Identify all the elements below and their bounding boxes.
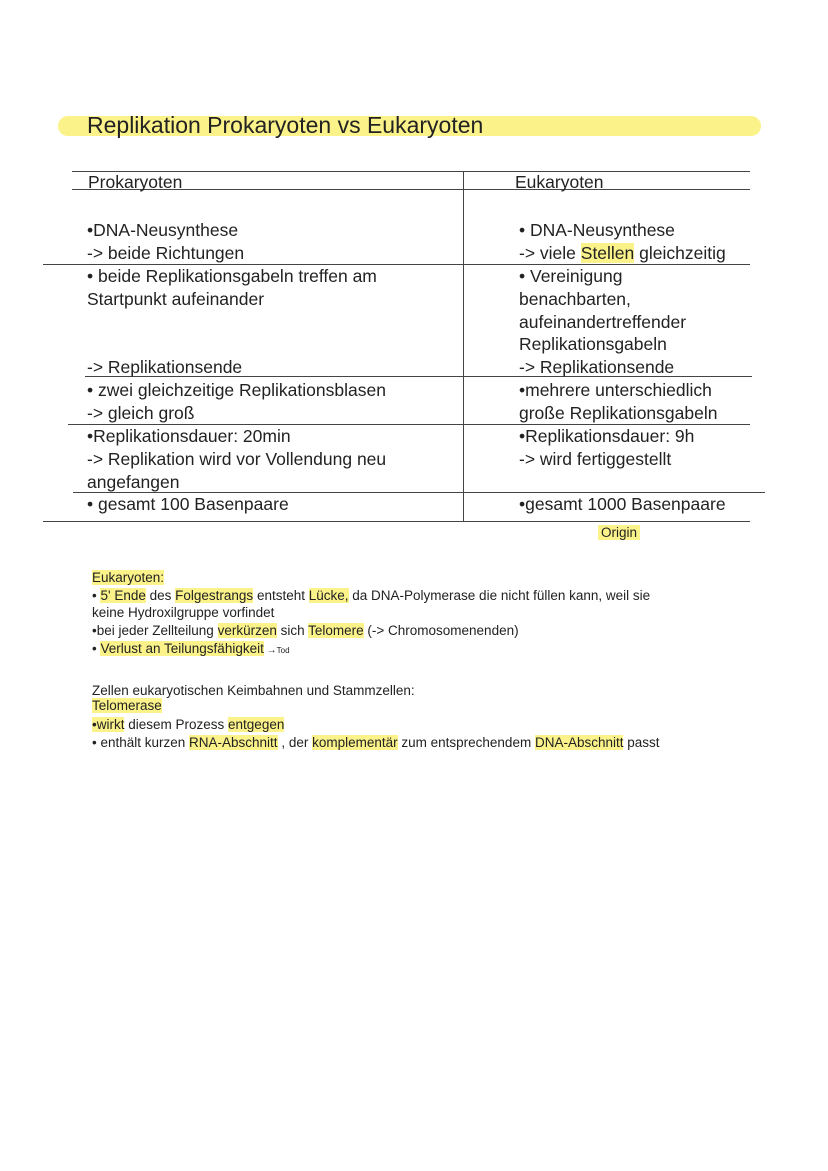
highlight-dna-abschnitt: DNA-Abschnitt — [534, 735, 624, 750]
left-row3-line1: • zwei gleichzeitige Replikationsblasen — [87, 380, 386, 400]
text-segment: gleichzeitig — [634, 243, 726, 263]
page-title: Replikation Prokaryoten vs Eukaryoten — [87, 112, 484, 138]
right-row5-line1: •gesamt 1000 Basenpaare — [519, 494, 726, 514]
highlight-verlust: Verlust an Teilungsfähigkeit — [100, 641, 264, 656]
highlight-eukaryoten: Eukaryoten: — [92, 570, 165, 585]
left-row2-line2: Startpunkt aufeinander — [87, 289, 265, 309]
text-segment: (-> Chromosomenenden) — [363, 623, 519, 638]
text-segment: zum entsprechendem — [397, 735, 535, 750]
small-text-tod: Tod — [276, 646, 290, 655]
header-underline-right — [464, 189, 750, 190]
text-segment: passt — [623, 735, 660, 750]
notes-heading — [92, 569, 164, 587]
right-row1-line1: • DNA-Neusynthese — [519, 220, 675, 240]
highlight-luecke: Lücke, — [308, 588, 349, 603]
notes-line-7 — [92, 716, 284, 734]
text-segment: , der — [277, 735, 313, 750]
right-row4-line2: -> wird fertiggestellt — [519, 449, 672, 469]
text-segment: • enthält kurzen — [92, 735, 190, 750]
highlight-folgestrangs: Folgestrangs — [175, 588, 254, 603]
left-row3-line2: -> gleich groß — [87, 403, 195, 423]
header-prokaryoten: Prokaryoten — [88, 172, 183, 192]
left-row2-line3: -> Replikationsende — [87, 357, 243, 377]
right-row2-line3: aufeinandertreffender — [519, 312, 687, 332]
highlight-entgegen: entgegen — [228, 717, 285, 732]
origin-label: Origin — [598, 525, 640, 540]
highlight-wirkt: •wirkt — [92, 717, 125, 732]
left-row4-line1: •Replikationsdauer: 20min — [87, 426, 291, 446]
highlight-stellen: Stellen — [580, 243, 635, 263]
highlight-telomere: Telomere — [308, 623, 364, 638]
text-segment: diesem Prozess — [124, 717, 229, 732]
highlight-komplementaer: komplementär — [312, 735, 398, 750]
text-segment: des — [145, 588, 176, 603]
text-segment: • — [92, 641, 101, 656]
left-row1-line2: -> beide Richtungen — [87, 243, 245, 263]
highlight-5-ende: 5' Ende — [100, 588, 146, 603]
left-row2-line1: • beide Replikationsgabeln treffen am — [87, 266, 377, 286]
right-row2-line4: Replikationsgabeln — [519, 334, 667, 354]
text-segment: da DNA-Polymerase die nicht füllen kann, weil sie — [348, 588, 651, 603]
left-row1-line1: •DNA-Neusynthese — [87, 220, 239, 240]
text-segment: -> viele — [519, 243, 581, 263]
arrow-segment: → — [263, 645, 277, 656]
right-row1-line2 — [519, 242, 726, 265]
right-row3-line1: •mehrere unterschiedlich — [519, 380, 712, 400]
right-row2-line5: -> Replikationsende — [519, 357, 675, 377]
notes-line-4 — [92, 640, 290, 660]
right-row2-line1: • Vereinigung — [519, 266, 623, 286]
highlight-rna-abschnitt: RNA-Abschnitt — [189, 735, 278, 750]
text-segment: entsteht — [253, 588, 309, 603]
right-row2-line2: benachbarten, — [519, 289, 631, 309]
header-eukaryoten: Eukaryoten — [515, 172, 604, 192]
notes-line-5: Zellen eukaryotischen Keimbahnen und Stammzellen: — [92, 683, 415, 698]
left-row4-line2: -> Replikation wird vor Vollendung neu — [87, 449, 387, 469]
left-row4-line3: angefangen — [87, 472, 180, 492]
column-divider — [463, 172, 464, 521]
highlight-telomerase: Telomerase — [92, 698, 162, 713]
notes-line-8 — [92, 734, 660, 752]
text-segment: • — [92, 588, 101, 603]
highlight-verkuerzen: verkürzen — [217, 623, 277, 638]
right-row4-line1: •Replikationsdauer: 9h — [519, 426, 695, 446]
text-segment: •bei jeder Zellteilung — [92, 623, 218, 638]
text-segment: sich — [276, 623, 309, 638]
row-rule-5 — [43, 521, 750, 522]
right-row3-line2: große Replikationsgabeln — [519, 403, 718, 423]
notes-line-2: keine Hydroxilgruppe vorfindet — [92, 605, 275, 620]
notes-line-6 — [92, 697, 162, 715]
notes-line-1 — [92, 587, 650, 605]
notes-line-3 — [92, 622, 519, 640]
left-row5-line1: • gesamt 100 Basenpaare — [87, 494, 289, 514]
